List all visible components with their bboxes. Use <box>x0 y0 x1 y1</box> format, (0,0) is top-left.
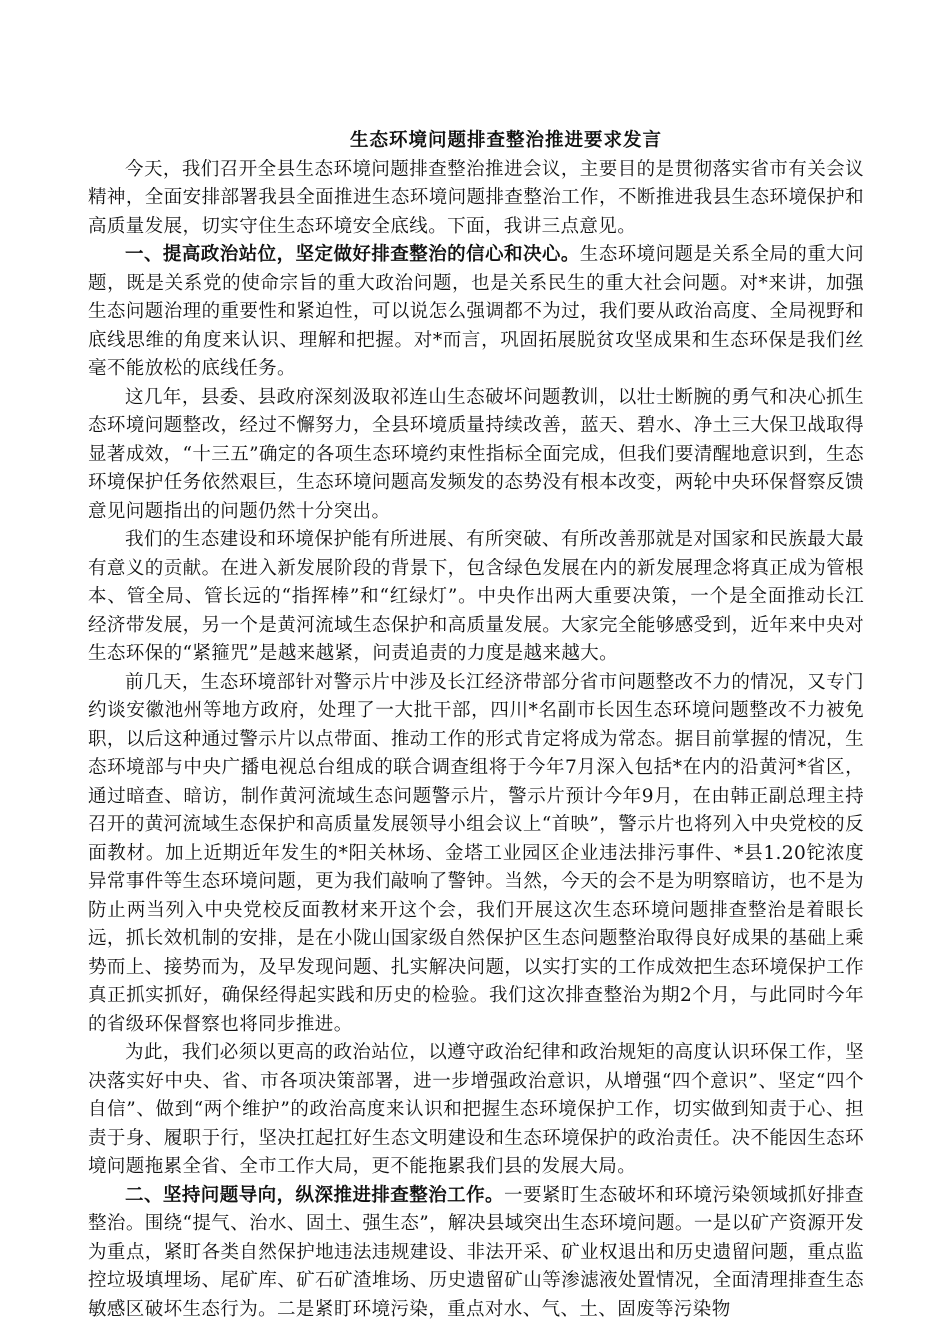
paragraph <box>88 526 864 669</box>
paragraph-text: 我们的生态建设和环境保护能有所进展、有所突破、有所改善那就是对国家和民族最大最有意义的贡献。在进入新发展阶段的背景下，包含绿色发展在内的新发展理念将真正成为管根本、管全局、管长远的“指挥棒”和“红绿灯”。中央作出两大重要决策，一个是全面推动长江经济带发展，另一个是黄河流域生态保护和高质量发展。大家完全能够感受到，近年来中央对生态环保的“紧箍咒”是越来越紧，问责追责的力度是越来越大。 <box>88 529 864 664</box>
paragraph <box>88 669 864 1040</box>
paragraph-text: 前几天，生态环境部针对警示片中涉及长江经济带部分省市问题整改不力的情况，又专门约谈安徽池州等地方政府，处理了一大批干部，四川*名副市长因生态环境问题整改不力被免职，以后这种通过警示片以点带面、推动工作的形式肯定将成为常态。据目前掌握的情况，生态环境部与中央广播电视总台组成的联合调查组将于今年7月深入包括*在内的沿黄河*省区，通过暗查、暗访，制作黄河流域生态问题警示片，警示片预计今年9月，在由韩正副总理主持召开的黄河流域生态保护和高质量发展领导小组会议上“首映”，警示片也将列入中央党校的反面教材。加上近期近年发生的*阳关林场、金塔工业园区企业违法排污事件、*县1.20铊浓度异常事件等生态环境问题，更为我们敲响了警钟。当然，今天的会不是为明察暗访，也不是为防止两当列入中央党校反面教材来开这个会，我们开展这次生态环境问题排查整治是着眼长远，抓长效机制的安排，是在小陇山国家级自然保护区生态问题整治取得良好成果的基础上乘势而上、接势而为，及早发现问题、扎实解决问题，以实打实的工作成效把生态环境保护工作真正抓实抓好，确保经得起实践和历史的检验。我们这次排查整治为期2个月，与此同时今年的省级环保督察也将同步推进。 <box>88 671 864 1035</box>
section-heading: 二、坚持问题导向，纵深推进排查整治工作。 <box>125 1184 504 1206</box>
paragraph-text: 今天，我们召开全县生态环境问题排查整治推进会议，主要目的是贯彻落实省市有关会议精神，全面安排部署我县全面推进生态环境问题排查整治工作，不断推进我县生态环境保护和高质量发展，切实守住生态环境安全底线。下面，我讲三点意见。 <box>88 158 864 237</box>
paragraph-text: 这几年，县委、县政府深刻汲取祁连山生态破坏问题教训，以壮士断腕的勇气和决心抓生态环境问题整改，经过不懈努力，全县环境质量持续改善，蓝天、碧水、净土三大保卫战取得显著成效，“十三五”确定的各项生态环境约束性指标全面完成，但我们要清醒地意识到，生态环境保护任务依然艰巨，生态环境问题高发频发的态势没有根本改变，两轮中央环保督察反馈意见问题指出的问题仍然十分突出。 <box>88 386 864 522</box>
paragraph-section-2 <box>88 1182 864 1325</box>
paragraph-text: 为此，我们必须以更高的政治站位，以遵守政治纪律和政治规矩的高度认识环保工作，坚决落实好中央、省、市各项决策部署，进一步增强政治意识，从增强“四个意识”、坚定“四个自信”、做到“两个维护”的政治高度来认识和把握生态环境保护工作，切实做到知责于心、担责于身、履职于行，坚决扛起扛好生态文明建设和生态环境保护的政治责任。决不能因生态环境问题拖累全省、全市工作大局，更不能拖累我们县的发展大局。 <box>88 1042 864 1177</box>
paragraph <box>88 1039 864 1182</box>
paragraph <box>88 384 864 527</box>
paragraph-text: 一要紧盯生态破坏和环境污染领域抓好排查整治。围绕“提气、治水、固土、强生态”，解决县域突出生态环境问题。一是以矿产资源开发为重点，紧盯各类自然保护地违法违规建设、非法开采、矿业权退出和历史遗留问题，重点监控垃圾填埋场、尾矿库、矿石矿渣堆场、历史遗留矿山等渗滤液处置情况，全面清理排查生态敏感区破坏生态行为。二是紧盯环境污染，重点对水、气、土、固废等污染物 <box>88 1184 864 1320</box>
paragraph-section-1 <box>88 241 864 384</box>
document-title: 生态环境问题排查整治推进要求发言 <box>349 130 662 151</box>
document-body <box>88 127 864 1324</box>
section-heading: 一、提高政治站位，坚定做好排查整治的信心和决心。 <box>125 244 580 265</box>
paragraph-text: 生态环境问题是关系全局的重大问题，既是关系党的使命宗旨的重大政治问题，也是关系民生的重大社会问题。对*来讲，加强生态问题治理的重要性和紧迫性，可以说怎么强调都不为过，我们要从政治高度、全局视野和底线思维的角度来认识、理解和把握。对*而言，巩固拓展脱贫攻坚成果和生态环保是我们丝毫不能放松的底线任务。 <box>88 244 864 379</box>
paragraph-intro <box>88 156 864 242</box>
